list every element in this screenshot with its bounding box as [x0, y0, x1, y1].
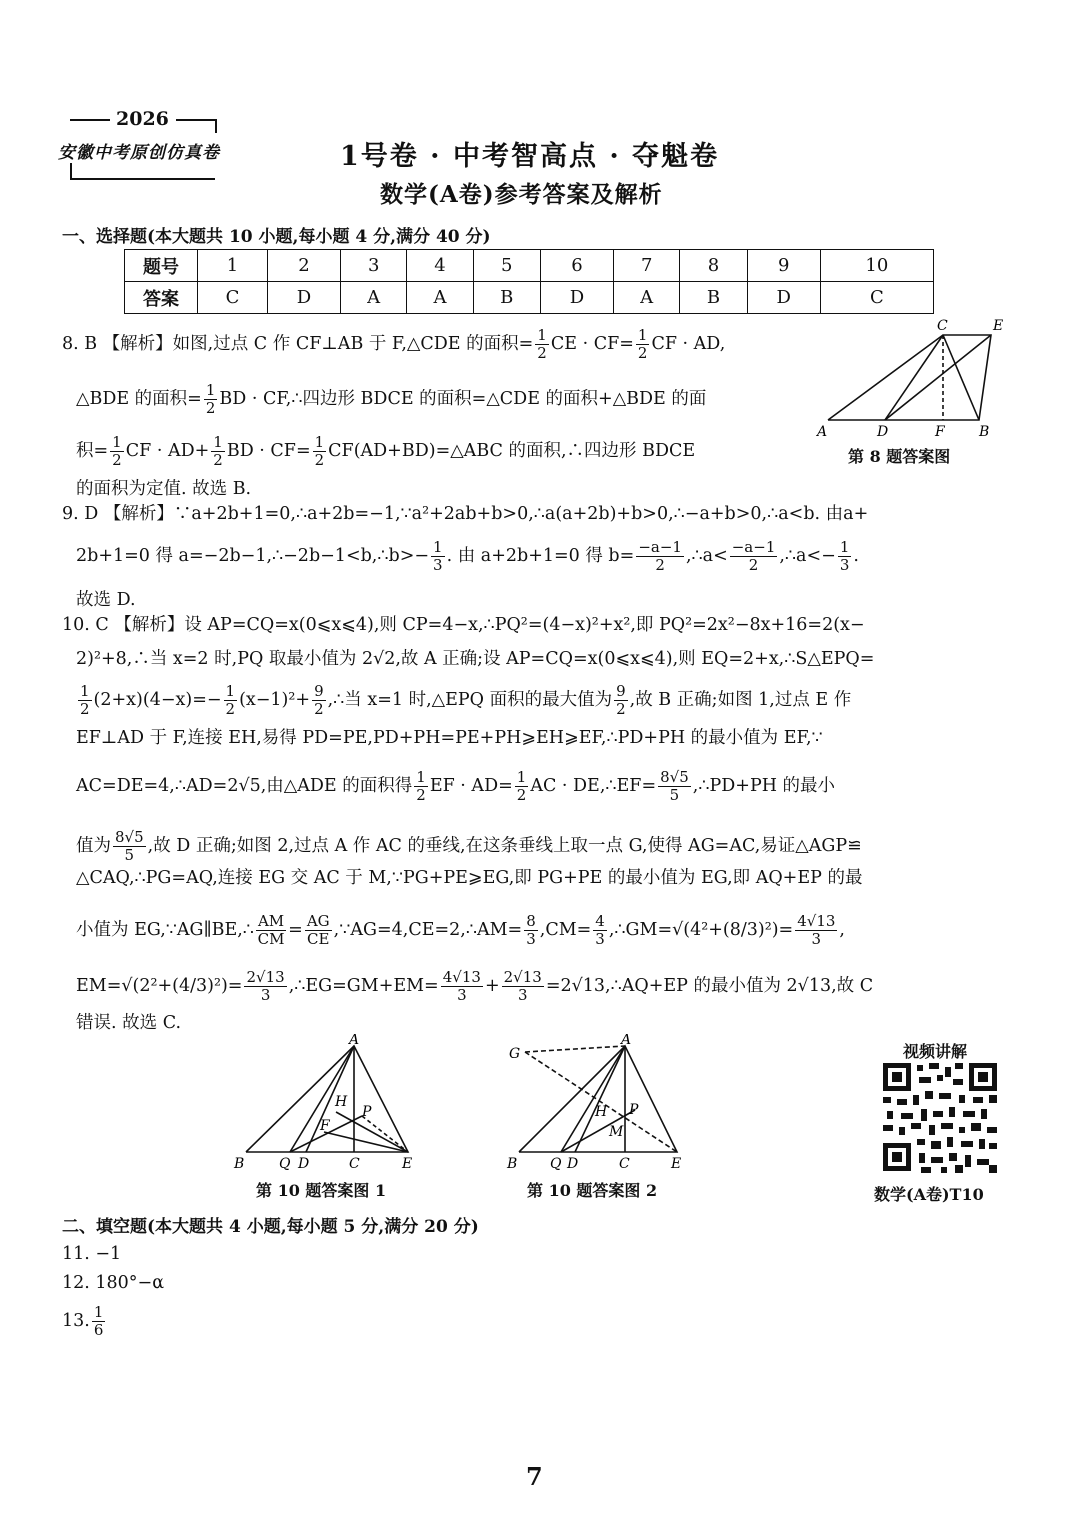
answer-cell: D [267, 282, 340, 314]
fraction: $\frac{4√13}{3}$ [797, 912, 836, 948]
q8-text: 8. B 【解析】如图,过点 C 作 CF⊥AB 于 F,△CDE 的面积= [62, 334, 534, 354]
fraction: $\frac{8}{3}$ [526, 912, 536, 948]
q10-line7: △CAQ,∴PG=AQ,连接 EG 交 AC 于 M,∵PG+PE⩾EG,即 PG+PE 的最小值为 EG,即 AQ+EP 的最 [76, 868, 863, 888]
q10-text: (2+x)(4−x)=− [93, 690, 222, 710]
label-Q: Q [279, 1156, 291, 1172]
brand-line-top-right [176, 119, 216, 121]
answer-13-prefix: 13. [62, 1311, 90, 1331]
q10-text: ,CM= [539, 920, 592, 940]
question-cell: 9 [747, 250, 820, 282]
q9-text: 2b+1=0 得 a=−2b−1,∴−2b−1<b,∴b>− [76, 546, 430, 566]
q8-figure [815, 316, 1010, 441]
label-D: D [567, 1156, 579, 1172]
answer-table-row-questions [125, 250, 934, 282]
q10-line9 [76, 970, 873, 1003]
fraction: $\frac{1}{2}$ [516, 768, 527, 804]
label-E: E [671, 1156, 682, 1172]
fraction: $\frac{2√13}{3}$ [503, 968, 542, 1004]
answer-cell: D [540, 282, 613, 314]
fraction: $\frac{2√13}{3}$ [246, 968, 285, 1004]
q8-text: △BDE 的面积= [76, 389, 202, 409]
q8-line3 [76, 435, 695, 468]
label-B: B [979, 424, 990, 440]
answer-cell: B [473, 282, 540, 314]
q10-figure-2 [505, 1034, 695, 1174]
answer-table [124, 249, 934, 314]
q9-text: ,∴a<− [779, 546, 836, 566]
fraction: $\frac{1}{2}$ [112, 433, 122, 469]
label-A: A [817, 424, 828, 440]
fraction: $\frac{-a-1}{2}$ [731, 538, 776, 574]
q10-line6 [76, 830, 862, 863]
fraction: $\frac{9}{2}$ [616, 682, 626, 718]
fraction: $\frac{1}{2}$ [225, 682, 236, 718]
label-B: B [234, 1156, 245, 1172]
answer-cell: A [614, 282, 680, 314]
q10-figure-1 [232, 1034, 422, 1174]
question-cell: 3 [341, 250, 407, 282]
fraction: $\frac{1}{2}$ [314, 433, 325, 469]
fraction: $\frac{1}{2}$ [205, 381, 216, 417]
q10-text: 值为 [76, 836, 111, 856]
q8-line1 [62, 328, 725, 361]
label-A: A [349, 1034, 360, 1048]
qr-code-icon[interactable] [881, 1061, 999, 1173]
fraction: $\frac{AM}{CM}$ [257, 912, 285, 948]
fraction: $\frac{9}{2}$ [314, 682, 324, 718]
q9-text: . 由 a+2b+1=0 得 b= [446, 546, 635, 566]
answer-11: 11. −1 [62, 1244, 122, 1264]
q9-line3: 故选 D. [76, 590, 136, 610]
q8-caption: 第 8 题答案图 [848, 447, 951, 466]
label-G: G [509, 1046, 521, 1062]
answer-cell: C [198, 282, 268, 314]
q8-line2 [76, 383, 706, 416]
question-cell: 4 [407, 250, 473, 282]
q10-text: = [288, 920, 303, 940]
q8-text: BD · CF,∴四边形 BDCE 的面积=△CDE 的面积+△BDE 的面 [219, 389, 707, 409]
q10-text: ,∴EG=GM+EM= [288, 976, 439, 996]
fraction: $\frac{4}{3}$ [595, 912, 605, 948]
label-D: D [298, 1156, 310, 1172]
question-cell: 2 [267, 250, 340, 282]
q8-text: CF(AD+BD)=△ABC 的面积,∴四边形 BDCE [328, 441, 696, 461]
label-C: C [619, 1156, 630, 1172]
q10-text: ,∵AG=4,CE=2,∴AM= [333, 920, 523, 940]
label-P: P [362, 1104, 372, 1120]
question-cell: 7 [614, 250, 680, 282]
q10-text: =2√13,∴AQ+EP 的最小值为 2√13,故 C [545, 976, 874, 996]
video-title: 视频讲解 [903, 1042, 968, 1061]
q9-text: . [853, 546, 859, 566]
q8-line4: 的面积为定值. 故选 B. [76, 479, 252, 499]
answer-cell: A [407, 282, 473, 314]
video-label: 数学(A卷)T10 [874, 1185, 984, 1204]
label-A: A [621, 1034, 632, 1048]
brand-year: 2026 [116, 108, 169, 130]
q8-text: BD · CF= [226, 441, 311, 461]
label-C: C [937, 318, 948, 334]
answer-cell: D [747, 282, 820, 314]
label-C: C [349, 1156, 360, 1172]
q8-text: CF · AD, [651, 334, 726, 354]
q10-text: ,故 B 正确;如图 1,过点 E 作 [629, 690, 852, 710]
answer-12: 12. 180°−α [62, 1273, 165, 1293]
q10-line10: 错误. 故选 C. [76, 1013, 182, 1033]
question-cell: 5 [473, 250, 540, 282]
label-E: E [402, 1156, 413, 1172]
fraction: $\frac{1}{2}$ [213, 433, 223, 469]
question-cell: 10 [820, 250, 933, 282]
q9-text: ,∴a< [685, 546, 728, 566]
q10-line8 [76, 914, 845, 947]
q8-text: CF · AD+ [125, 441, 210, 461]
section2-heading: 二、填空题(本大题共 4 小题,每小题 5 分,满分 20 分) [62, 1217, 479, 1237]
label-B: B [507, 1156, 518, 1172]
page-number: 7 [526, 1462, 543, 1491]
q10-text: EF · AD= [429, 776, 513, 796]
q10-line5 [76, 770, 835, 803]
q10-text: , [839, 920, 845, 940]
fraction: $\frac{8√5}{5}$ [660, 768, 689, 804]
fraction: $\frac{8√5}{5}$ [115, 828, 144, 864]
row-label-answer: 答案 [125, 282, 198, 314]
section1-heading: 一、选择题(本大题共 10 小题,每小题 4 分,满分 40 分) [62, 227, 491, 247]
label-P: P [629, 1102, 639, 1118]
q10-caption-2: 第 10 题答案图 2 [527, 1181, 658, 1200]
q10-line2: 2)²+8,∴当 x=2 时,PQ 取最小值为 2√2,故 A 正确;设 AP=CQ=x(0⩽x⩽4),则 EQ=2+x,∴S△EPQ= [76, 649, 875, 669]
answer-cell: C [820, 282, 933, 314]
q9-line2 [76, 540, 859, 573]
q10-line4: EF⊥AD 于 F,连接 EH,易得 PD=PE,PD+PH=PE+PH⩾EH⩾EF,∴PD+PH 的最小值为 EF,∵ [76, 728, 823, 748]
label-H: H [595, 1104, 608, 1120]
label-D: D [877, 424, 889, 440]
q10-line3 [76, 684, 851, 717]
fraction: $\frac{AG}{CE}$ [306, 912, 330, 948]
label-Q: Q [550, 1156, 562, 1172]
question-cell: 6 [540, 250, 613, 282]
fraction: $\frac{-a-1}{2}$ [638, 538, 682, 574]
q8-text: 积= [76, 441, 109, 461]
label-M: M [609, 1124, 624, 1140]
question-cell: 8 [680, 250, 747, 282]
q10-text: ,∴当 x=1 时,△EPQ 面积的最大值为 [327, 690, 613, 710]
brand-name: 安徽中考原创仿真卷 [58, 143, 220, 163]
q10-line1: 10. C 【解析】设 AP=CQ=x(0⩽x⩽4),则 CP=4−x,∴PQ²=(4−x)²+x²,即 PQ²=2x²−8x+16=2(x− [62, 615, 865, 635]
answer-cell: B [680, 282, 747, 314]
page-subtitle: 数学(A卷)参考答案及解析 [380, 181, 663, 208]
fraction: $\frac{1}{3}$ [433, 538, 443, 574]
q10-caption-1: 第 10 题答案图 1 [256, 1181, 387, 1200]
answer-13 [62, 1305, 107, 1338]
q10-text: 小值为 EG,∵AG∥BE,∴ [76, 920, 254, 940]
q10-text: AC=DE=4,∴AD=2√5,由△ADE 的面积得 [76, 776, 413, 796]
label-E: E [993, 318, 1004, 334]
brand-line-left-tick [70, 163, 72, 179]
row-label-question: 题号 [125, 250, 198, 282]
label-F: F [320, 1118, 330, 1134]
fraction: $\frac{1}{2}$ [80, 682, 90, 718]
label-F: F [935, 424, 945, 440]
q10-text: ,∴GM=√(4²+(8/3)²)= [608, 920, 794, 940]
fraction: $\frac{1}{2}$ [537, 326, 547, 362]
question-cell: 1 [198, 250, 268, 282]
brand-block [58, 108, 258, 186]
fraction: $\frac{1}{3}$ [839, 538, 850, 574]
fraction: $\frac{4√13}{3}$ [442, 968, 481, 1004]
q10-text: ,∴PD+PH 的最小 [692, 776, 836, 796]
q8-text: CE · CF= [550, 334, 634, 354]
page-title: 1号卷 · 中考智高点 · 夺魁卷 [340, 141, 720, 172]
q10-text: + [484, 976, 500, 996]
brand-line-bottom [70, 178, 215, 180]
brand-line-top-left [70, 119, 110, 121]
fraction: $\frac{1}{6}$ [93, 1303, 104, 1339]
q10-text: EM=√(2²+(4/3)²)= [76, 976, 243, 996]
q10-text: ,故 D 正确;如图 2,过点 A 作 AC 的垂线,在这条垂线上取一点 G,使得 AG=AC,易证△AGP≌ [147, 836, 862, 856]
fraction: $\frac{1}{2}$ [416, 768, 426, 804]
q10-text: (x−1)²+ [239, 690, 311, 710]
q10-text: AC · DE,∴EF= [530, 776, 657, 796]
answer-cell: A [341, 282, 407, 314]
brand-line-right-tick [215, 119, 217, 133]
q9-line1: 9. D 【解析】∵a+2b+1=0,∴a+2b=−1,∵a²+2ab+b>0,∴a(a+2b)+b>0,∴−a+b>0,∴a<b. 由a+ [62, 504, 869, 524]
label-H: H [335, 1094, 348, 1110]
fraction: $\frac{1}{2}$ [637, 326, 648, 362]
answer-table-row-answers [125, 282, 934, 314]
